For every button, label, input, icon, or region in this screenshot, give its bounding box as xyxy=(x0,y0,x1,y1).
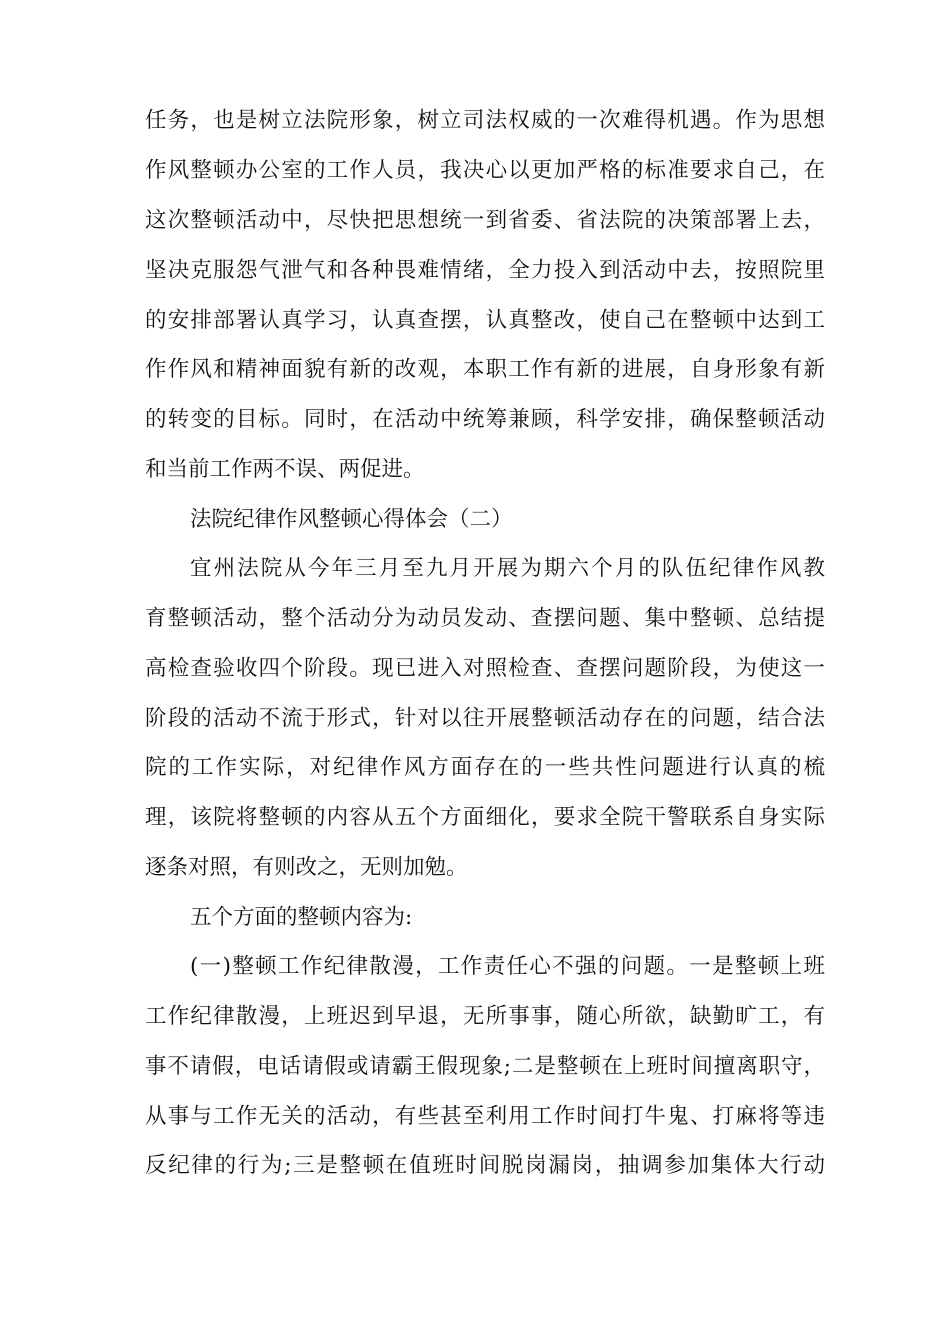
paragraph-line: 工作纪律散漫，上班迟到早退，无所事事，随心所欲，缺勤旷工，有 xyxy=(145,1004,825,1029)
section-heading: 法院纪律作风整顿心得体会（二） xyxy=(190,507,513,532)
paragraph-line: 从事与工作无关的活动，有些甚至利用工作时间打牛鬼、打麻将等违 xyxy=(145,1104,825,1129)
paragraph-line: 作作风和精神面貌有新的改观，本职工作有新的进展，自身形象有新 xyxy=(145,357,825,382)
paragraph-line: 坚决克服怨气泄气和各种畏难情绪，全力投入到活动中去，按照院里 xyxy=(145,258,825,283)
paragraph-line: 和当前工作两不误、两促进。 xyxy=(145,457,425,482)
paragraph-line: 的安排部署认真学习，认真查摆，认真整改，使自己在整顿中达到工 xyxy=(145,308,825,333)
paragraph-line: 作风整顿办公室的工作人员，我决心以更加严格的标准要求自己，在 xyxy=(145,158,825,183)
paragraph-line: 任务，也是树立法院形象，树立司法权威的一次难得机遇。作为思想 xyxy=(145,108,825,133)
paragraph-line: 阶段的活动不流于形式，针对以往开展整顿活动存在的问题，结合法 xyxy=(145,706,825,731)
paragraph-line: 反纪律的行为;三是整顿在值班时间脱岗漏岗，抽调参加集体大行动 xyxy=(145,1153,825,1178)
paragraph-line: 逐条对照，有则改之，无则加勉。 xyxy=(145,855,468,880)
paragraph-line: (一)整顿工作纪律散漫，工作责任心不强的问题。一是整顿上班 xyxy=(190,954,825,979)
paragraph-line: 的转变的目标。同时，在活动中统筹兼顾，科学安排，确保整顿活动 xyxy=(145,407,825,432)
paragraph-line: 这次整顿活动中，尽快把思想统一到省委、省法院的决策部署上去， xyxy=(145,208,825,233)
paragraph-line: 五个方面的整顿内容为: xyxy=(190,905,413,930)
paragraph-line: 事不请假，电话请假或请霸王假现象;二是整顿在上班时间擅离职守， xyxy=(145,1054,825,1079)
paragraph-line: 育整顿活动，整个活动分为动员发动、查摆问题、集中整顿、总结提 xyxy=(145,606,825,631)
paragraph-line: 院的工作实际，对纪律作风方面存在的一些共性问题进行认真的梳 xyxy=(145,755,825,780)
paragraph-line: 理，该院将整顿的内容从五个方面细化，要求全院干警联系自身实际 xyxy=(145,805,825,830)
paragraph-line: 宜州法院从今年三月至九月开展为期六个月的队伍纪律作风教 xyxy=(190,556,825,581)
paragraph-line: 高检查验收四个阶段。现已进入对照检查、查摆问题阶段，为使这一 xyxy=(145,656,825,681)
